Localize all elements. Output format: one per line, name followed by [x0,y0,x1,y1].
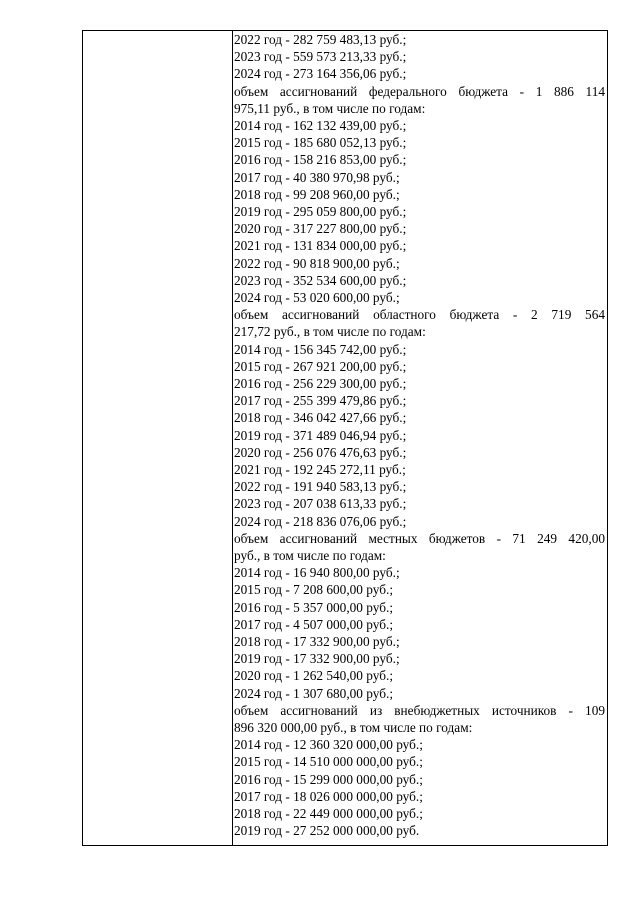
text-line: 2017 год - 18 026 000 000,00 руб.; [234,788,423,804]
text-line: 2018 год - 17 332 900,00 руб.; [234,634,400,649]
text-line: 2016 год - 158 216 853,00 руб.; [234,152,407,168]
text-line: 2014 год - 12 360 320 000,00 руб.; [234,737,423,753]
text-line: 975,11 руб., в том числе по годам: [234,100,426,116]
text-line: 2022 год - 282 759 483,13 руб.; [234,32,407,47]
text-line: 2017 год - 255 399 479,86 руб.; [234,393,407,409]
text-line: 2017 год - 4 507 000,00 руб.; [234,616,394,632]
text-line: 217,72 руб., в том числе по годам: [234,324,426,340]
text-line: 2022 год - 90 818 900,00 руб.; [234,255,400,271]
text-line: 2016 год - 256 229 300,00 руб.; [234,376,407,391]
text-line: 2021 год - 192 245 272,11 руб.; [234,462,406,477]
text-line: 2019 год - 371 489 046,94 руб.; [234,427,407,443]
text-line: объем ассигнований областного бюджета - 2 719 564 [234,307,605,323]
text-line: объем ассигнований местных бюджетов - 71 249 420,00 [234,530,605,546]
text-line: 2023 год - 559 573 213,33 руб.; [234,49,407,65]
table-label-cell [83,31,233,845]
text-line: 2018 год - 22 449 000 000,00 руб.; [234,806,423,821]
text-line: 2023 год - 207 038 613,33 руб.; [234,496,407,512]
text-line: 2019 год - 17 332 900,00 руб.; [234,651,400,667]
text-line: 2020 год - 317 227 800,00 руб.; [234,221,407,237]
text-line: 2016 год - 15 299 000 000,00 руб.; [234,771,423,787]
text-line: 2015 год - 14 510 000 000,00 руб.; [234,754,423,770]
text-line: объем ассигнований федерального бюджета - 1 886 114 [234,83,605,99]
text-line: 2017 год - 40 380 970,98 руб.; [234,169,400,185]
text-line: 2015 год - 185 680 052,13 руб.; [234,135,407,151]
text-line: 896 320 000,00 руб., в том числе по годам: [234,720,473,735]
text-line: 2014 год - 16 940 800,00 руб.; [234,565,400,581]
text-line: 2024 год - 53 020 600,00 руб.; [234,290,400,305]
text-line: 2015 год - 267 921 200,00 руб.; [234,358,407,374]
text-line: 2014 год - 162 132 439,00 руб.; [234,118,407,133]
text-line: 2019 год - 27 252 000 000,00 руб. [234,823,420,839]
text-line: 2024 год - 273 164 356,06 руб.; [234,66,407,82]
text-line: 2016 год - 5 357 000,00 руб.; [234,599,394,615]
text-line: 2020 год - 256 076 476,63 руб.; [234,444,407,460]
text-line: 2015 год - 7 208 600,00 руб.; [234,582,394,598]
text-line: 2024 год - 1 307 680,00 руб.; [234,685,394,701]
text-line: 2020 год - 1 262 540,00 руб.; [234,668,394,684]
text-line: 2023 год - 352 534 600,00 руб.; [234,272,407,288]
text-line: 2022 год - 191 940 583,13 руб.; [234,479,407,495]
text-line: 2018 год - 99 208 960,00 руб.; [234,186,400,202]
text-line: 2018 год - 346 042 427,66 руб.; [234,410,407,426]
text-line: 2014 год - 156 345 742,00 руб.; [234,341,407,357]
text-line: 2024 год - 218 836 076,06 руб.; [234,513,407,529]
text-line: 2019 год - 295 059 800,00 руб.; [234,204,407,219]
funding-table [82,30,608,846]
table-content-cell [233,31,608,845]
text-line: руб., в том числе по годам: [234,548,386,563]
text-line: 2021 год - 131 834 000,00 руб.; [234,238,407,254]
text-line: объем ассигнований из внебюджетных источников - 109 [234,702,605,718]
